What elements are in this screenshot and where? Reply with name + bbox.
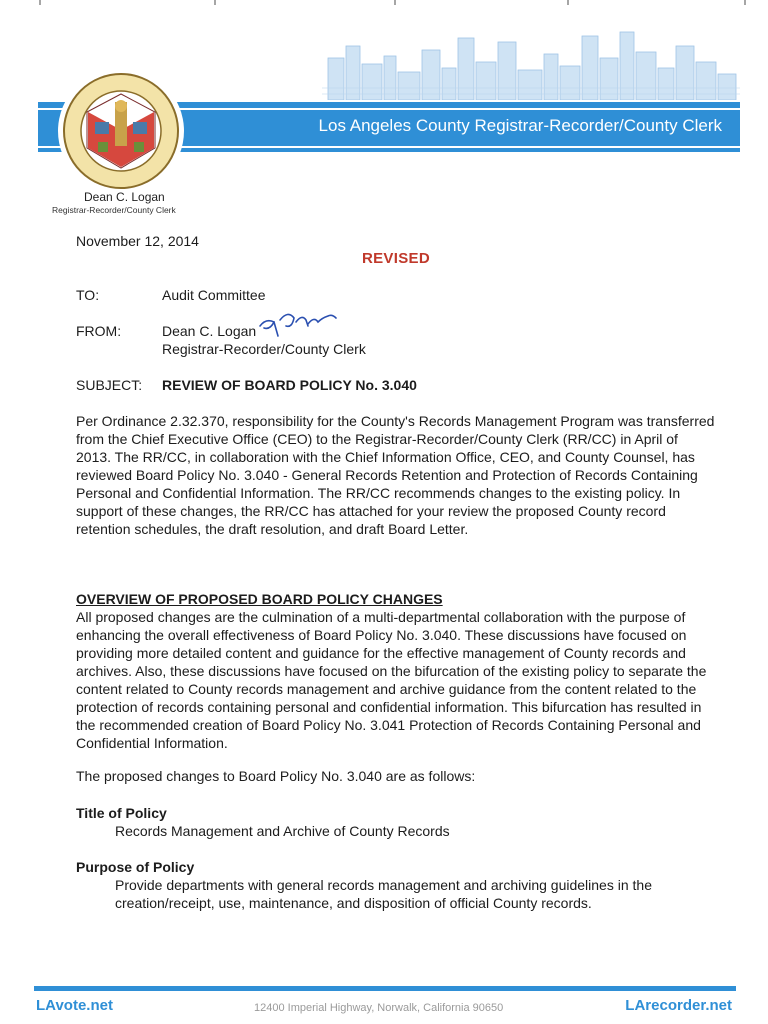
subject-label: SUBJECT: bbox=[76, 377, 143, 393]
changes-intro: The proposed changes to Board Policy No. 3.040 are as follows: bbox=[76, 768, 476, 784]
from-name: Dean C. Logan bbox=[162, 323, 257, 339]
subject-value: REVIEW OF BOARD POLICY No. 3.040 bbox=[162, 377, 417, 393]
from-label: FROM: bbox=[76, 323, 122, 339]
to-value: Audit Committee bbox=[162, 287, 266, 303]
from-title: Registrar-Recorder/County Clerk bbox=[162, 341, 366, 357]
scan-marks bbox=[0, 0, 768, 8]
overview-paragraph: All proposed changes are the culmination of a multi-departmental collaboration with the purpose of enhancing the overall effectiveness of Board Policy No. 3.040. These discussions have focused on providing more detailed content and guidance for the effective management of County records and archives. Also, these discussions have focused on the bifurcation of the existing policy to separate the content related to County records management and archive guidance from the content related to the protection of records containing personal and confidential information. This bifurcation has resulted in the recommended creation of Board Policy No. 3.041 Protection of Records Containing Personal and Confidential Information. bbox=[76, 609, 707, 751]
intro-paragraph: Per Ordinance 2.32.370, responsibility for the County's Records Management Program was transferred from the Chief Executive Office (CEO) to the Registrar-Recorder/County Clerk (RR/CC) in April of 2013. The RR/CC, in collaboration with the Chief Information Office, CEO, and County Counsel, has reviewed Board Policy No. 3.040 - General Records Retention and Protection of Records Containing Personal and Confidential Information. The RR/CC recommends changes to the existing policy. In support of these changes, the RR/CC has attached for your review the proposed County record retention schedules, the draft resolution, and draft Board Letter. bbox=[76, 413, 715, 537]
overview-heading: OVERVIEW OF PROPOSED BOARD POLICY CHANGES bbox=[76, 591, 443, 607]
larecorder-link[interactable]: LArecorder.net bbox=[625, 997, 732, 1014]
purpose-of-policy-text: Provide departments with general records management and archiving guidelines in the creation/receipt, use, maintenance, and disposition of official County records. bbox=[115, 877, 652, 911]
agency-title: Los Angeles County Registrar-Recorder/County Clerk bbox=[318, 116, 722, 135]
official-title: Registrar-Recorder/County Clerk bbox=[52, 205, 176, 215]
footer-band bbox=[34, 986, 736, 991]
city-skyline-graphic bbox=[322, 28, 740, 100]
to-label: TO: bbox=[76, 287, 100, 303]
title-of-policy-text: Records Management and Archive of County Records bbox=[115, 823, 450, 839]
purpose-of-policy-heading: Purpose of Policy bbox=[76, 859, 195, 875]
revised-stamp: REVISED bbox=[362, 250, 430, 267]
county-seal-logo bbox=[62, 72, 180, 190]
memo-date: November 12, 2014 bbox=[76, 233, 199, 249]
signature-image bbox=[258, 306, 338, 340]
title-of-policy-heading: Title of Policy bbox=[76, 805, 167, 821]
official-name: Dean C. Logan bbox=[84, 190, 165, 204]
lavote-link[interactable]: LAvote.net bbox=[36, 997, 113, 1014]
footer-address: 12400 Imperial Highway, Norwalk, California 90650 bbox=[254, 1002, 504, 1014]
